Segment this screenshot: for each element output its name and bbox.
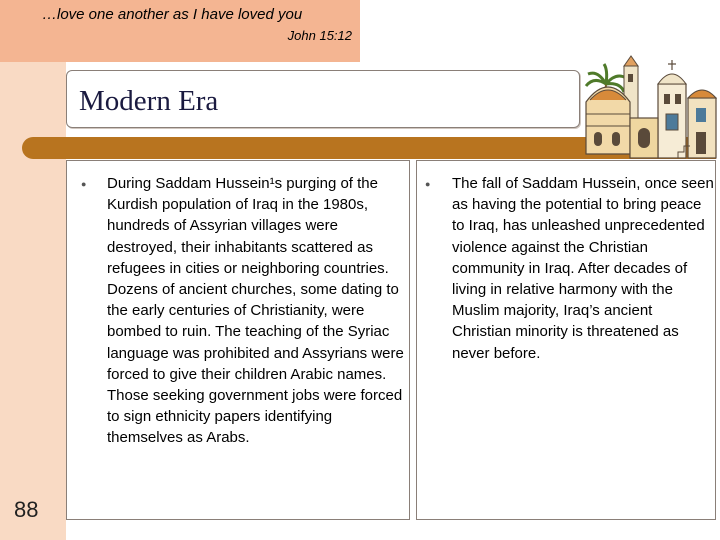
bullet-icon: ● — [81, 179, 87, 189]
verse-text: …love one another as I have loved you — [42, 6, 303, 23]
title-box — [66, 70, 580, 128]
right-content-column — [416, 160, 716, 520]
slide-title: Modern Era — [79, 85, 219, 117]
header-panel — [0, 0, 360, 62]
side-strip — [0, 62, 66, 540]
page-number: 88 — [14, 497, 39, 522]
bullet-icon: ● — [425, 179, 431, 189]
left-bullet-text: During Saddam Hussein¹s purging of the Kurdish population of Iraq in the 1980s, hundreds of Assyrian villages were destroyed, their inhabitants scattered as refugees in cities or neighboring countries. Dozens of ancient churches, some dating to the early centuries of Christianity, were bombed to ruin. The teaching of the Syriac language was prohibited and Assyrians were forced to give their children Arabic names. Those seeking government jobs were forced to sign ethnicity papers identifying themselves as Arabs. — [107, 175, 404, 447]
right-bullet-text: The fall of Saddam Hussein, once seen as having the potential to bring peace to Iraq, has unleashed unprecedented violence against the Christian community in Iraq. After decades of living in relative harmony with the Muslim majority, Iraq’s ancient Christian minority is threatened as never before. — [452, 175, 714, 362]
verse-reference: John 15:12 — [287, 28, 352, 43]
village-illustration-icon — [578, 54, 718, 166]
left-content-column — [66, 160, 410, 520]
